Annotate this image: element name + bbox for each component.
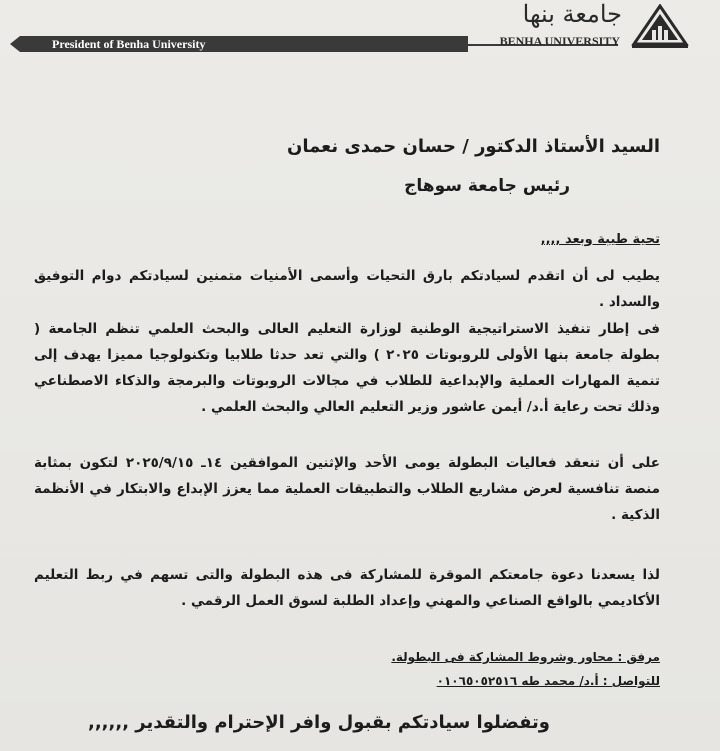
paragraph-2: فى إطار تنفيذ الاستراتيجية الوطنية لوزارة التعليم العالى والبحث العلمي تنظم الجامعة ( بطولة جامعة بنها الأولى للروبوتات ٢٠٢٥ ) والتي تعد حدثا طلابيا وتكنولوجيا مميزا يهدف إلى تنمية المهارات العملية والإبداعية للطلاب في مجالات الروبوتات والبرمجة والذكاء الاصطناعي وذلك تحت رعاية أ.د/ أيمن عاشور وزير التعليم العالي والبحث العلمي . — [34, 321, 660, 415]
recipient-title: رئيس جامعة سوهاج — [404, 176, 570, 196]
paragraph-4: لذا يسعدنا دعوة جامعتكم الموقرة للمشاركة فى هذه البطولة والتى تسهم في ربط التعليم الأكاديمي بالواقع الصناعي والمهني وإعداد الطلبة لسوق العمل الرقمي . — [34, 567, 660, 609]
university-logo-icon — [630, 4, 690, 50]
president-label: President of Benha University — [52, 37, 206, 51]
paragraph-3: على أن تنعقد فعاليات البطولة يومى الأحد والإثنين الموافقين ١٤ـ ٢٠٢٥/٩/١٥ لتكون بمثابة منصة تنافسية لعرض مشاريع الطلاب والتطبيقات العملية مما يعزز الإبداع والابتكار في الأنظمة الذكية . — [34, 455, 661, 523]
greeting: تحية طيبة وبعد ,,,, — [540, 232, 660, 247]
attachment-note: مرفق : محاور وشروط المشاركة فى البطولة. — [391, 650, 660, 664]
closing-line: وتفضلوا سيادتكم بقبول وافر الإحترام والتقدير ,,,,,, — [88, 712, 550, 733]
contact-info: للتواصل : أ.د/ محمد طه ٠١٠٦٥٠٥٢٥١٦ — [436, 674, 660, 688]
letterhead — [0, 0, 720, 60]
paragraph-1: يطيب لى أن اتقدم لسيادتكم بارق التحيات وأسمى الأمنيات متمنين لسيادتكم دوام التوفيق والسداد . — [34, 268, 660, 310]
university-name-arabic: جامعة بنها — [522, 0, 622, 28]
recipient-name: السيد الأستاذ الدكتور / حسان حمدى نعمان — [286, 136, 660, 157]
university-name-english: BENHA UNIVERSITY — [499, 34, 620, 48]
